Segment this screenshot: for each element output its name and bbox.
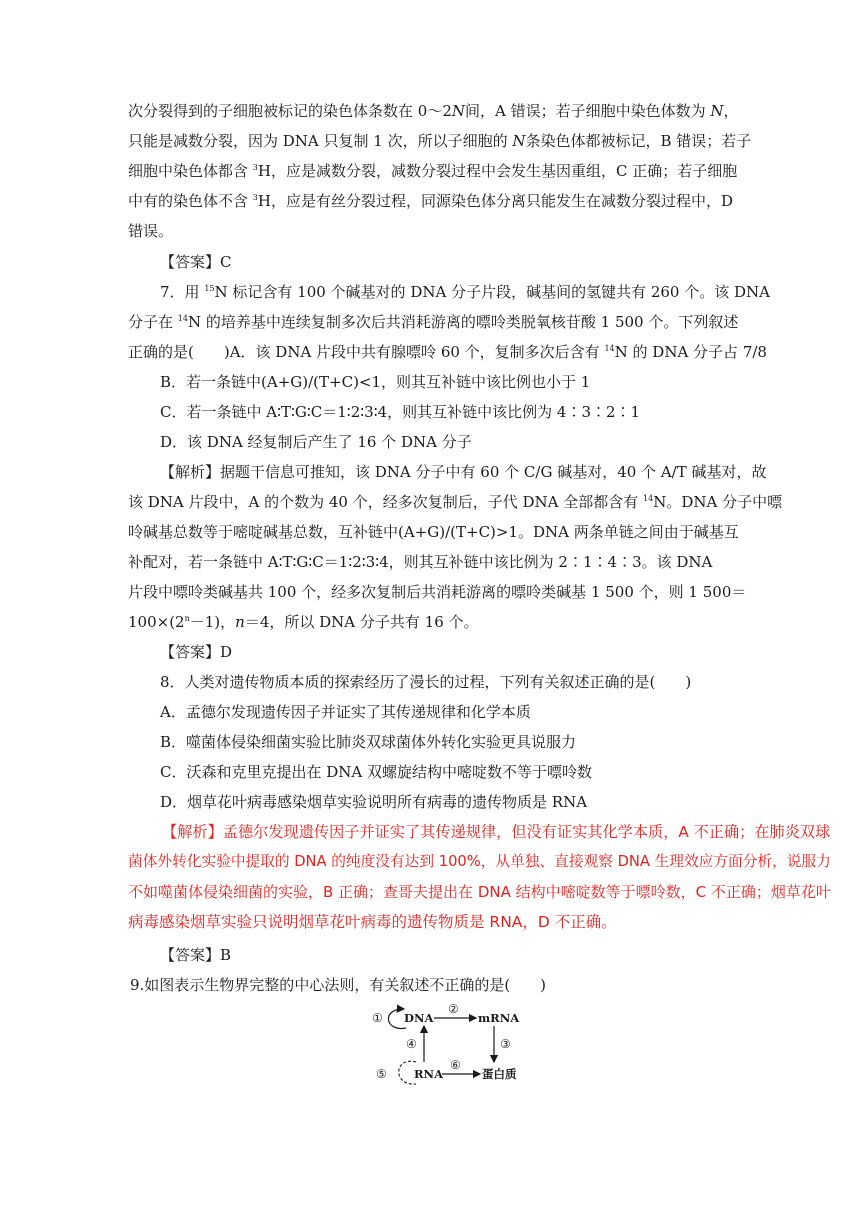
text-run: H，应是有丝分裂过程，同源染色体分离只能发生在减数分裂过程中，D [257, 192, 733, 210]
text-run: 100×(2 [128, 613, 185, 631]
q8-explanation-line-1: 【解析】孟德尔发现遗传因子并证实了其传递规律，但没有证实其化学本质，A 不正确；在肺炎双球 [162, 823, 831, 841]
q7-stem-line-1 [160, 282, 770, 302]
text-run: N。DNA 分子中嘌 [653, 493, 783, 511]
text-run: 只能是减数分裂，因为 DNA 只复制 1 次，所以子细胞的 [128, 132, 513, 150]
text-run: 分子在 [128, 313, 178, 331]
q7-explanation-line-6 [128, 612, 479, 632]
variable-n: n [235, 613, 245, 631]
q6-explanation-line-1 [128, 101, 739, 121]
text-run: 7．用 [160, 283, 205, 301]
q8-option-c: C．沃森和克里克提出在 DNA 双螺旋结构中嘧啶数不等于嘌呤数 [160, 763, 592, 781]
variable-n: N [512, 132, 526, 150]
q6-answer: 【答案】C [160, 253, 232, 271]
text-run: 条染色体都被标记，B 错误；若子 [525, 132, 752, 150]
label-1: ① [372, 1011, 383, 1025]
q8-explanation-line-3: 不如噬菌体侵染细菌的实验，B 正确；查哥夫提出在 DNA 结构中嘧啶数等于嘌呤数，C 不正确；烟草花叶 [128, 883, 831, 901]
q6-explanation-line-4 [128, 191, 733, 211]
superscript: 15 [204, 284, 215, 293]
text-run: 细胞中染色体都含 [128, 162, 253, 180]
q6-explanation-line-2 [128, 131, 751, 151]
mrna-node: mRNA [478, 1011, 520, 1025]
text-run: 中有的染色体不含 [128, 192, 253, 210]
q7-explanation-line-5: 片段中嘌呤类碱基共 100 个，经多次复制后共消耗游离的嘌呤类碱基 1 500 个，则 1 500＝ [128, 583, 747, 601]
q7-stem-line-3 [128, 342, 767, 362]
superscript: n [184, 614, 190, 623]
text-run: －1)， [189, 613, 236, 631]
q7-explanation-line-1: 【解析】据题干信息可推知，该 DNA 分子中有 60 个 C/G 碱基对，40 个 A/T 碱基对，故 [160, 463, 767, 481]
text-run: 该 DNA 片段中，A 的个数为 40 个，经多次复制后，子代 DNA 全部都含有 [128, 493, 644, 511]
superscript: 14 [604, 344, 615, 353]
q8-option-b: B．噬菌体侵染细菌实验比肺炎双球菌体外转化实验更具说服力 [160, 733, 577, 751]
text-run: 间，A 错误；若子细胞中染色体数为 [464, 102, 711, 120]
q7-stem-line-2 [128, 312, 738, 332]
q7-explanation-line-2 [128, 492, 782, 512]
q7-explanation-line-4: 补配对，若一条链中 A∶T∶G∶C＝1∶2∶3∶4，则其互补链中该比例为 2∶1∶4∶3。该 DNA [128, 553, 713, 571]
q7-explanation-line-3: 呤碱基总数等于嘧啶碱基总数，互补链中(A+G)/(T+C)>1。DNA 两条单链之间由于碱基互 [128, 523, 739, 541]
rna-node: RNA [414, 1067, 443, 1081]
superscript: 3 [252, 193, 258, 202]
label-3: ③ [500, 1037, 511, 1051]
q7-option-c: C．若一条链中 A∶T∶G∶C＝1∶2∶3∶4，则其互补链中该比例为 4∶3∶2∶1 [160, 403, 641, 421]
text-run: ， [723, 102, 739, 120]
q8-answer: 【答案】B [160, 946, 232, 964]
variable-n: N [451, 102, 465, 120]
text-run: ＝4，所以 DNA 分子共有 16 个。 [244, 613, 479, 631]
superscript: 3 [252, 163, 258, 172]
text-run: 正确的是( )A．该 DNA 片段中共有腺嘌呤 60 个，复制多次后含有 [128, 343, 605, 361]
q8-option-d: D．烟草花叶病毒感染烟草实验说明所有病毒的遗传物质是 RNA [160, 793, 588, 811]
central-dogma-diagram [360, 1000, 520, 1090]
dna-node: DNA [404, 1011, 434, 1025]
q7-answer: 【答案】D [160, 643, 233, 661]
q8-explanation-line-4: 病毒感染烟草实验只说明烟草花叶病毒的遗传物质是 RNA，D 不正确。 [128, 913, 617, 931]
superscript: 14 [643, 494, 654, 503]
text-run: N 的 DNA 分子占 7/8 [614, 343, 767, 361]
variable-n: N [710, 102, 724, 120]
text-run: H，应是减数分裂，减数分裂过程中会发生基因重组，C 正确；若子细胞 [257, 162, 738, 180]
label-6: ⑥ [450, 1058, 461, 1072]
q6-explanation-line-3 [128, 161, 737, 181]
q7-option-b: B．若一条链中(A+G)/(T+C)<1，则其互补链中该比例也小于 1 [160, 373, 591, 391]
q8-explanation-line-2: 菌体外转化实验中提取的 DNA 的纯度没有达到 100%，从单独、直接观察 DNA 生理效应方面分析，说服力 [128, 853, 831, 870]
text-run: 次分裂得到的子细胞被标记的染色体条数在 0～2 [128, 102, 452, 120]
q8-stem: 8．人类对遗传物质本质的探索经历了漫长的过程，下列有关叙述正确的是( ) [160, 673, 692, 691]
label-2: ② [448, 1002, 459, 1016]
text-run: N 的培养基中连续复制多次后共消耗游离的嘌呤类脱氧核苷酸 1 500 个。下列叙述 [187, 313, 739, 331]
protein-node: 蛋白质 [482, 1067, 517, 1081]
superscript: 14 [177, 314, 188, 323]
q9-stem: 9.如图表示生物界完整的中心法则，有关叙述不正确的是( ) [130, 976, 547, 994]
q7-option-d: D．该 DNA 经复制后产生了 16 个 DNA 分子 [160, 433, 472, 451]
text-run: N 标记含有 100 个碱基对的 DNA 分子片段，碱基间的氢键共有 260 个。该 DNA [214, 283, 771, 301]
label-4: ④ [406, 1037, 417, 1051]
q8-option-a: A．孟德尔发现遗传因子并证实了其传递规律和化学本质 [160, 703, 531, 721]
q6-explanation-line-5: 错误。 [128, 222, 174, 240]
label-5: ⑤ [376, 1067, 387, 1081]
